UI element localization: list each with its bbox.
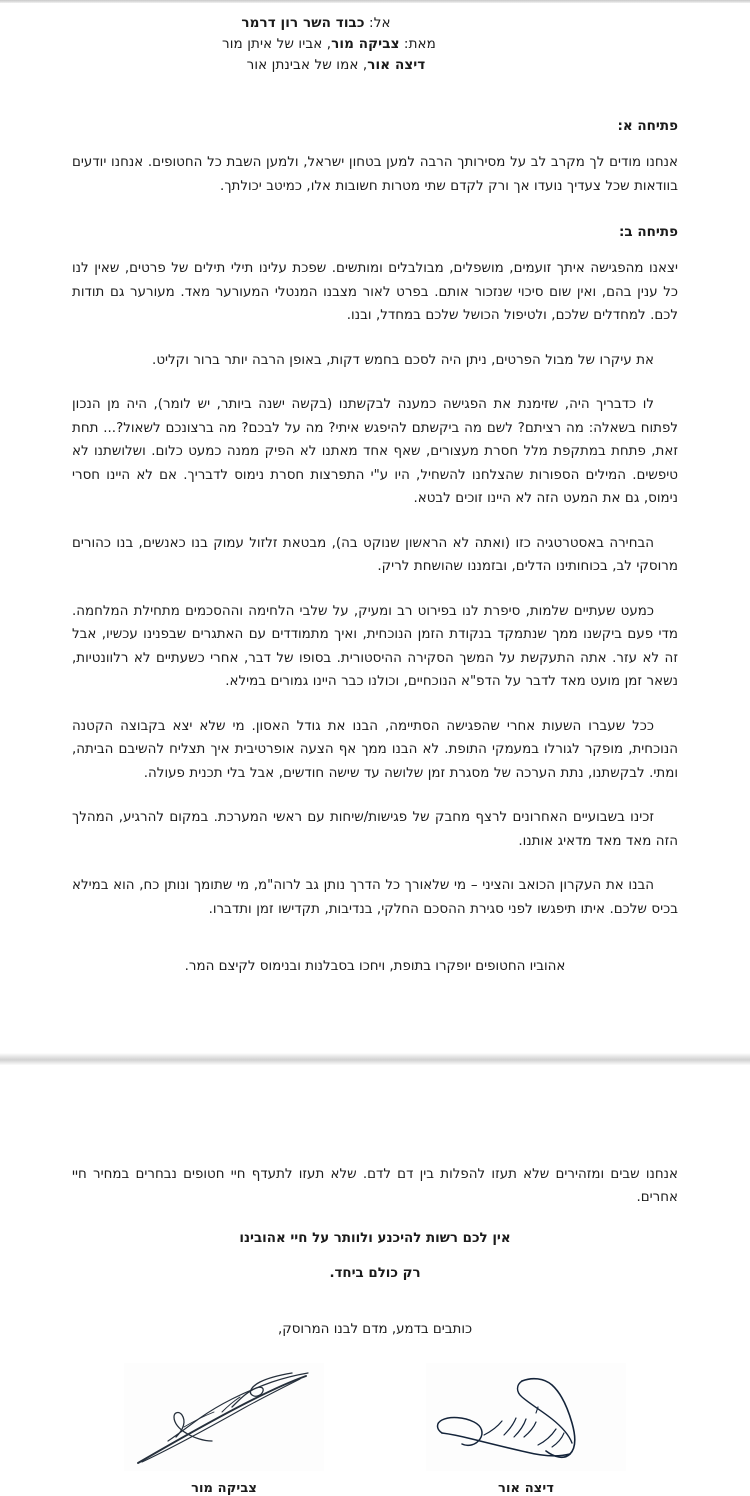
- to-name: כבוד השר רון דרמר: [241, 15, 364, 31]
- bold-statement-no-surrender: אין לכם רשות להיכנע ולוותר על חיי אהובינו: [72, 1227, 678, 1251]
- page-break-divider: [0, 1053, 750, 1065]
- paragraph-opening-b-8: הבנו את העקרון הכואב והציני – מי שלאורך כל הדרך נותן גב לרוה"מ, מי שתומך ונותן כח, הוא במילא בכיס שלכם. איתו תיפגשו לפני סגירת ההסכם החלקי, בנדיבות, תקדישו זמן ותדברו.: [72, 874, 678, 921]
- standalone-emphasis-line: אהוביו החטופים יופקרו בתופת, ויחכו בסבלנות ובנימוס לקיצם המר.: [72, 955, 678, 979]
- paragraph-opening-b-7: זכינו בשבועיים האחרונים לרצף מחבק של פגישות/שיחות עם ראשי המערכת. במקום להרגיע, המהלך הזה מאד מאד מדאיג אותנו.: [72, 806, 678, 853]
- paragraph-opening-b-4: הבחירה באסטרטגיה כזו (ואתה לא הראשון שנוקט בה), מבטאת זלזול עמוק בנו כאנשים, בנו כהורים מרוסקי לב, בכוחותינו הדלים, ובזמננו שהושחת לריק.: [72, 532, 678, 579]
- paragraph-opening-b-2: את עיקרו של מבול הפרטים, ניתן היה לסכם בחמש דקות, באופן הרבה יותר ברור וקליט.: [72, 349, 678, 373]
- signature-name-ditza-or: דיצה אור: [498, 1481, 554, 1496]
- section-heading-opening-b: פתיחה ב:: [72, 224, 678, 240]
- closing-salutation: כותבים בדמע, מדם לבנו המרוסק,: [72, 1318, 678, 1342]
- letter-address-block: [0, 3, 750, 76]
- sender-line-2: [0, 55, 672, 76]
- paragraph-opening-a-1: אנחנו מודים לך מקרב לב על מסירותך הרבה למען בטחון ישראל, ולמען השבת כל החטופים. אנחנו יודעים בוודאות שכל צעדיך נועדו אך ורק לקדם שתי מטרות חשובות אלו, כמיטב יכולתך.: [72, 151, 678, 198]
- section-heading-opening-a: פתיחה א:: [72, 118, 678, 134]
- paragraph-page2-warning: אנחנו שבים ומזהירים שלא תעזו להפלות בין דם לדם. שלא תעזו לתעדף חיי חטופים נבחרים במחיר חיי אחרים.: [72, 1163, 678, 1210]
- to-label: אל:: [369, 15, 391, 31]
- letter-body: [0, 76, 750, 979]
- paragraph-opening-b-1: יצאנו מהפגישה איתך זועמים, מושפלים, מבולבלים ומותשים. שפכת עלינו תילי תילים של פרטים, שאין לנו כל ענין בהם, ואין שום סיכוי שנזכור אותם. בפרט לאור מצבנו המנטלי המעורער מאד. מעורער גם תודות לכם. למחדלים שלכם, ולטיפול הכושל שלכם במחדל, ובנו.: [72, 257, 678, 328]
- from-label: מאת:: [404, 36, 436, 52]
- from-desc-2: , אמו של אבינתן אור: [247, 57, 368, 73]
- signature-block-ditza-or: [421, 1363, 631, 1496]
- paragraph-opening-b-5: כמעט שעתיים שלמות, סיפרת לנו בפירוט רב ומעיק, על שלבי הלחימה וההסכמים מתחילת המלחמה. מדי פעם ביקשנו ממך שנתמקד בנקודת הזמן הנוכחית, ואיך מתמודדים עם האתגרים שבפנינו עכשיו, אבל זה לא עזר. אתה התעקשת על המשך הסקירה ההיסטורית. בסופו של דבר, אחרי כשעתיים לא רלוונטיות, נשאר זמן מועט מאד לדבר על הדפ"א הנוכחיים, וכולנו כבר היינו גמורים במילא.: [72, 600, 678, 694]
- paragraph-opening-b-3: לו כדבריך היה, שזימנת את הפגישה כמענה לבקשתנו (בקשה ישנה ביותר, יש לומר), היה מן הנכון לפתוח בשאלה: מה רציתם? לשם מה ביקשתם להיפגש איתי? מה על לבכם? מה ברצונכם לשאול?... תחת זאת, פתחת במתקפת מלל חסרת מעצורים, שאף אחד מאתנו לא הפיק ממנה כמעט כלום. ושלושתנו לא טיפשים. המילים הספורות שהצלחנו להשחיל, היו ע"י התפרצות חסרת נימוס לדבריך. אם לא היינו חסרי נימוס, גם את המעט הזה לא היינו זוכים לבטא.: [72, 393, 678, 511]
- from-name-2: דיצה אור: [367, 57, 425, 73]
- addressee-line: [0, 13, 632, 34]
- signature-row: [72, 1363, 678, 1496]
- document-sheet: [0, 3, 750, 1496]
- letter-body-page-2: [0, 1065, 750, 1496]
- signature-block-tzvika-mor: [119, 1363, 329, 1496]
- from-desc-1: , אביו של איתן מור: [222, 36, 331, 52]
- sender-line-1: [0, 34, 658, 55]
- signature-name-tzvika-mor: צביקה מור: [191, 1481, 257, 1496]
- paragraph-opening-b-6: ככל שעברו השעות אחרי שהפגישה הסתיימה, הבנו את גודל האסון. מי שלא יצא בקבוצה הקטנה הנוכחית, מופקר לגורלו במעמקי התופת. לא הבנו ממך אף הצעה אופרטיבית איך תצליח להשיבם הביתה, ומתי. לבקשתנו, נתת הערכה של מסגרת זמן שלושה עד שישה חודשים, אבל בלי תכנית פעולה.: [72, 715, 678, 786]
- from-name-1: צביקה מור: [331, 36, 399, 52]
- bold-statement-all-together: רק כולם ביחד.: [72, 1262, 678, 1286]
